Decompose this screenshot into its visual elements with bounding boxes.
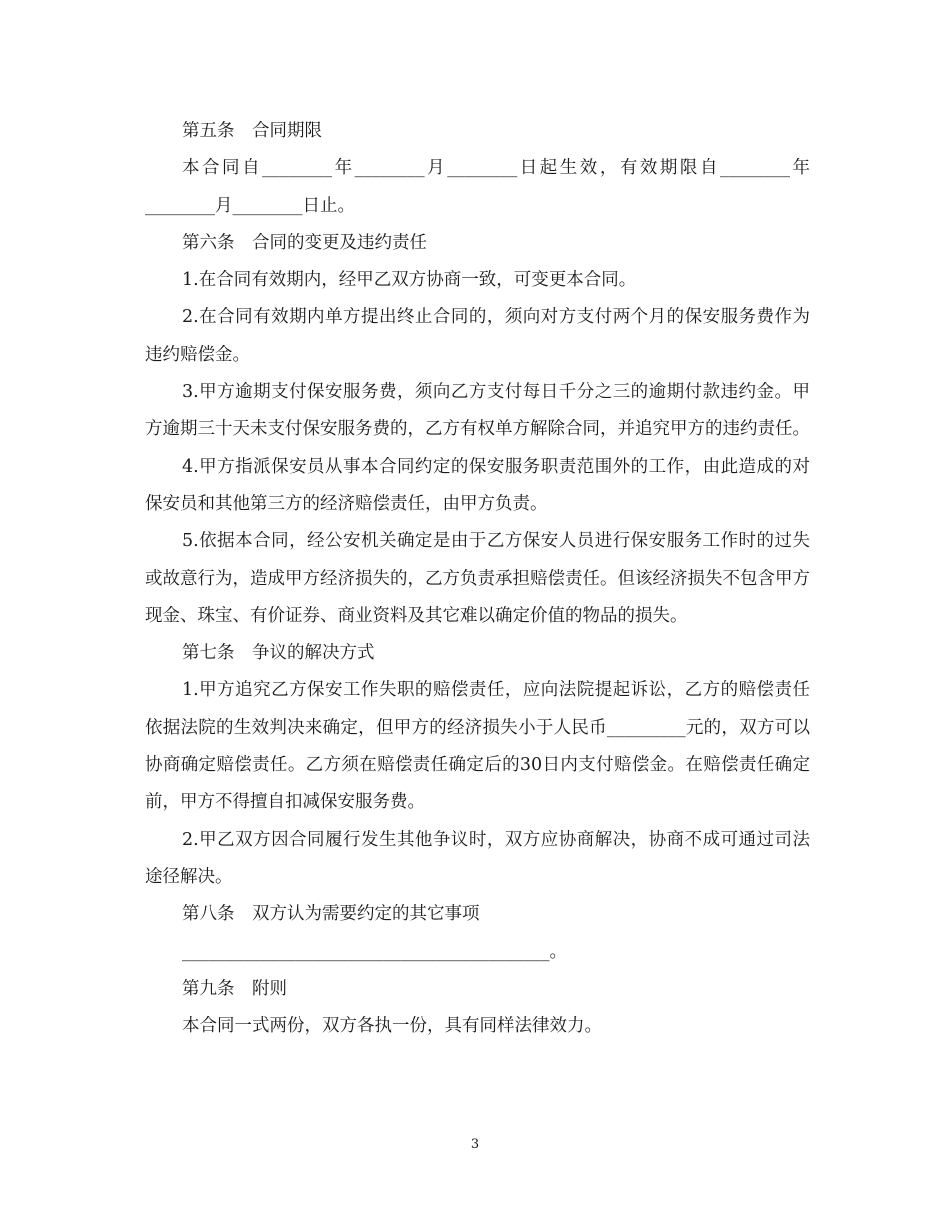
article-9-heading: 第九条 附则	[182, 978, 287, 999]
article-8-blank-line: __________________________________________。	[182, 941, 567, 962]
article-6-item-2: 2.在合同有效期内单方提出终止合同的，须向对方支付两个月的保安服务费作为违约赔偿金。	[145, 307, 810, 365]
article-7-heading: 第七条 争议的解决方式	[182, 643, 375, 664]
document-body	[145, 113, 810, 1045]
article-9-clause: 本合同一式两份，双方各执一份，具有同样法律效力。	[182, 1016, 602, 1037]
article-5-term-clause: 本合同自________年________月________日起生效，有效期限自________年________月________日止。	[145, 158, 810, 216]
article-5-heading: 第五条 合同期限	[182, 121, 322, 141]
article-6-item-1: 1.在合同有效期内，经甲乙双方协商一致，可变更本合同。	[182, 270, 637, 291]
article-8-heading: 第八条 双方认为需要约定的其它事项	[182, 904, 480, 925]
article-6-item-3: 3.甲方逾期支付保安服务费，须向乙方支付每日千分之三的逾期付款违约金。甲方逾期三十天未支付保安服务费的，乙方有权单方解除合同，并追究甲方的违约责任。	[145, 382, 810, 440]
article-7-item-2: 2.甲乙双方因合同履行发生其他争议时，双方应协商解决，协商不成可通过司法途径解决。	[145, 829, 810, 887]
article-6-item-5: 5.依据本合同，经公安机关确定是由于乙方保安人员进行保安服务工作时的过失或故意行为，造成甲方经济损失的，乙方负责承担赔偿责任。但该经济损失不包含甲方现金、珠宝、有价证券、商业资料及其它难以确定价值的物品的损失。	[145, 531, 810, 626]
article-6-item-4: 4.甲方指派保安员从事本合同约定的保安服务职责范围外的工作，由此造成的对保安员和其他第三方的经济赔偿责任，由甲方负责。	[145, 456, 810, 514]
article-6-heading: 第六条 合同的变更及违约责任	[182, 232, 427, 253]
page-number: 3	[470, 1137, 480, 1152]
article-7-item-1: 1.甲方追究乙方保安工作失职的赔偿责任，应向法院提起诉讼，乙方的赔偿责任依据法院的生效判决来确定，但甲方的经济损失小于人民币_________元的，双方可以协商确定赔偿责任。乙方须在赔偿责任确定后的30日内支付赔偿金。在赔偿责任确定前，甲方不得擅自扣减保安服务费。	[145, 680, 810, 813]
